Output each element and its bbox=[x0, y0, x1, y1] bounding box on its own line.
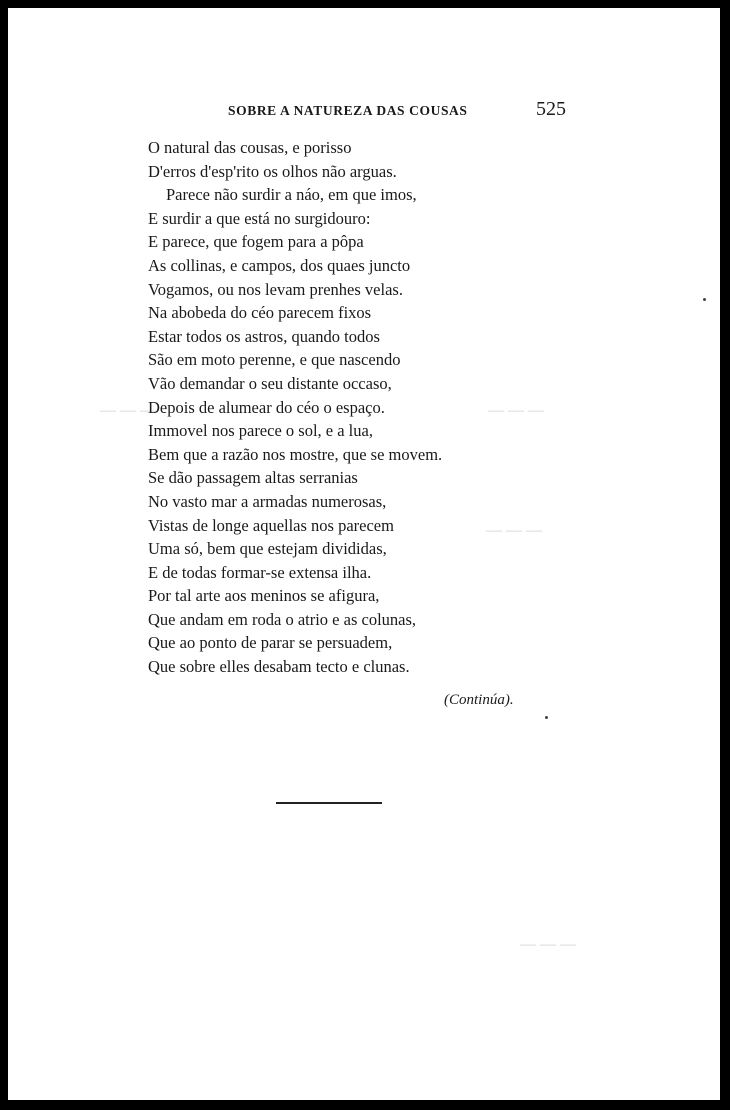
poem-line: Que andam em roda o atrio e as colunas, bbox=[148, 609, 417, 629]
poem-line: D'erros d'esp'rito os olhos não arguas. bbox=[148, 161, 397, 181]
poem-line: Bem que a razão nos mostre, que se movem. bbox=[148, 444, 443, 464]
scan-border-top bbox=[0, 0, 730, 8]
poem-line: Estar todos os astros, quando todos bbox=[148, 326, 380, 346]
poem-line: E de todas formar-se extensa ilha. bbox=[148, 562, 372, 582]
scan-border-bottom bbox=[0, 1100, 730, 1110]
poem-line: Uma só, bem que estejam divididas, bbox=[148, 539, 387, 559]
bleed-through-mark: — — — bbox=[486, 522, 542, 539]
poem-line: E surdir a que está no surgidouro: bbox=[148, 208, 371, 228]
scan-speck bbox=[545, 716, 548, 719]
poem-line: São em moto perenne, e que nascendo bbox=[148, 350, 401, 370]
scan-border-left bbox=[0, 0, 8, 1110]
poem-line: Por tal arte aos meninos se afigura, bbox=[148, 586, 380, 606]
poem-line: Vogamos, ou nos levam prenhes velas. bbox=[148, 279, 403, 299]
poem-line: O natural das cousas, e porisso bbox=[148, 138, 352, 157]
page-number: 525 bbox=[536, 98, 566, 120]
poem-line: As collinas, e campos, dos quaes juncto bbox=[148, 255, 411, 275]
bleed-through-mark: — — — bbox=[100, 402, 156, 419]
poem-line: No vasto mar a armadas numerosas, bbox=[148, 491, 387, 511]
poem-line: Immovel nos parece o sol, e a lua, bbox=[148, 421, 373, 441]
running-head: SOBRE A NATUREZA DAS COUSAS bbox=[228, 103, 468, 118]
poem-line: Vão demandar o seu distante occaso, bbox=[148, 373, 392, 393]
poem-text bbox=[148, 136, 442, 679]
poem-line: E parece, que fogem para a pôpa bbox=[148, 232, 364, 252]
poem-line: Vistas de longe aquellas nos parecem bbox=[148, 515, 394, 535]
continued-note: (Continúa). bbox=[444, 692, 514, 708]
bleed-through-mark: — — — bbox=[488, 402, 544, 419]
poem-line: Que ao ponto de parar se persuadem, bbox=[148, 633, 393, 653]
poem-line: Parece não surdir a náo, em que imos, bbox=[166, 185, 417, 205]
poem-line: Que sobre elles desabam tecto e clunas. bbox=[148, 657, 410, 677]
poem-line: Se dão passagem altas serranias bbox=[148, 468, 358, 488]
section-divider bbox=[276, 802, 382, 804]
poem-line: Depois de alumear do céo o espaço. bbox=[148, 397, 385, 417]
scan-border-right bbox=[720, 0, 730, 1110]
bleed-through-mark: — — — bbox=[520, 936, 576, 953]
poem-line: Na abobeda do céo parecem fixos bbox=[148, 303, 372, 323]
scan-speck bbox=[703, 298, 706, 301]
